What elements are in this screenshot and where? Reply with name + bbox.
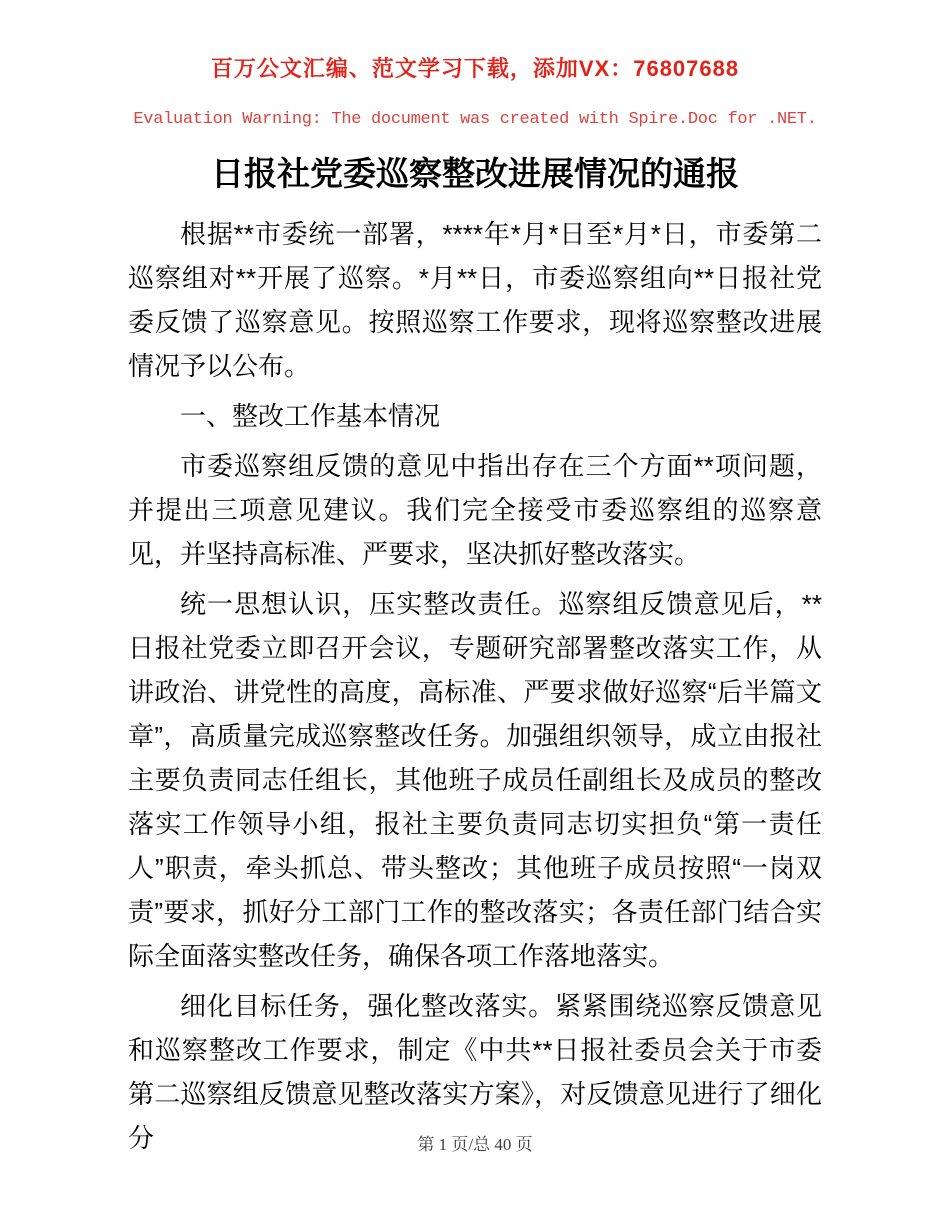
body-paragraph: 市委巡察组反馈的意见中指出存在三个方面**项问题，并提出三项意见建议。我们完全接受市委巡察组的巡察意见，并坚持高标准、严要求，坚决抓好整改落实。 [128,451,822,569]
page-number-label: 第 1 页/总 40 页 [417,1135,533,1154]
document-body [128,212,822,1166]
page-footer [0,1130,950,1155]
body-paragraph: 统一思想认识，压实整改责任。巡察组反馈意见后，**日报社党委立即召开会议，专题研究部署整改落实工作，从讲政治、讲党性的高度，高标准、严要求做好巡察“后半篇文章”，高质量完成巡察整改任务。加强组织领导，成立由报社主要负责同志任组长，其他班子成员任副组长及成员的整改落实工作领导小组，报社主要负责同志切实担负“第一责任人”职责，牵头抓总、带头整改；其他班子成员按照“一岗双责”要求，抓好分工部门工作的整改落实；各责任部门结合实际全面落实整改任务，确保各项工作落地落实。 [128,589,822,971]
body-paragraph: 根据**市委统一部署，****年*月*日至*月*日，市委第二巡察组对**开展了巡察。*月**日，市委巡察组向**日报社党委反馈了巡察意见。按照巡察工作要求，现将巡察整改进展情况予以公布。 [128,219,822,381]
evaluation-warning: Evaluation Warning: The document was created with Spire.Doc for .NET. [133,110,817,129]
document-title: 日报社党委巡察整改进展情况的通报 [211,155,739,192]
section-heading: 一、整改工作基本情况 [180,401,441,431]
promo-notice: 百万公文汇编、范文学习下载，添加VX：76807688 [210,56,740,81]
body-paragraph: 细化目标任务，强化整改落实。紧紧围绕巡察反馈意见和巡察整改工作要求，制定《中共**日报社委员会关于市委第二巡察组反馈意见整改落实方案》，对反馈意见进行了细化分 [128,991,822,1153]
